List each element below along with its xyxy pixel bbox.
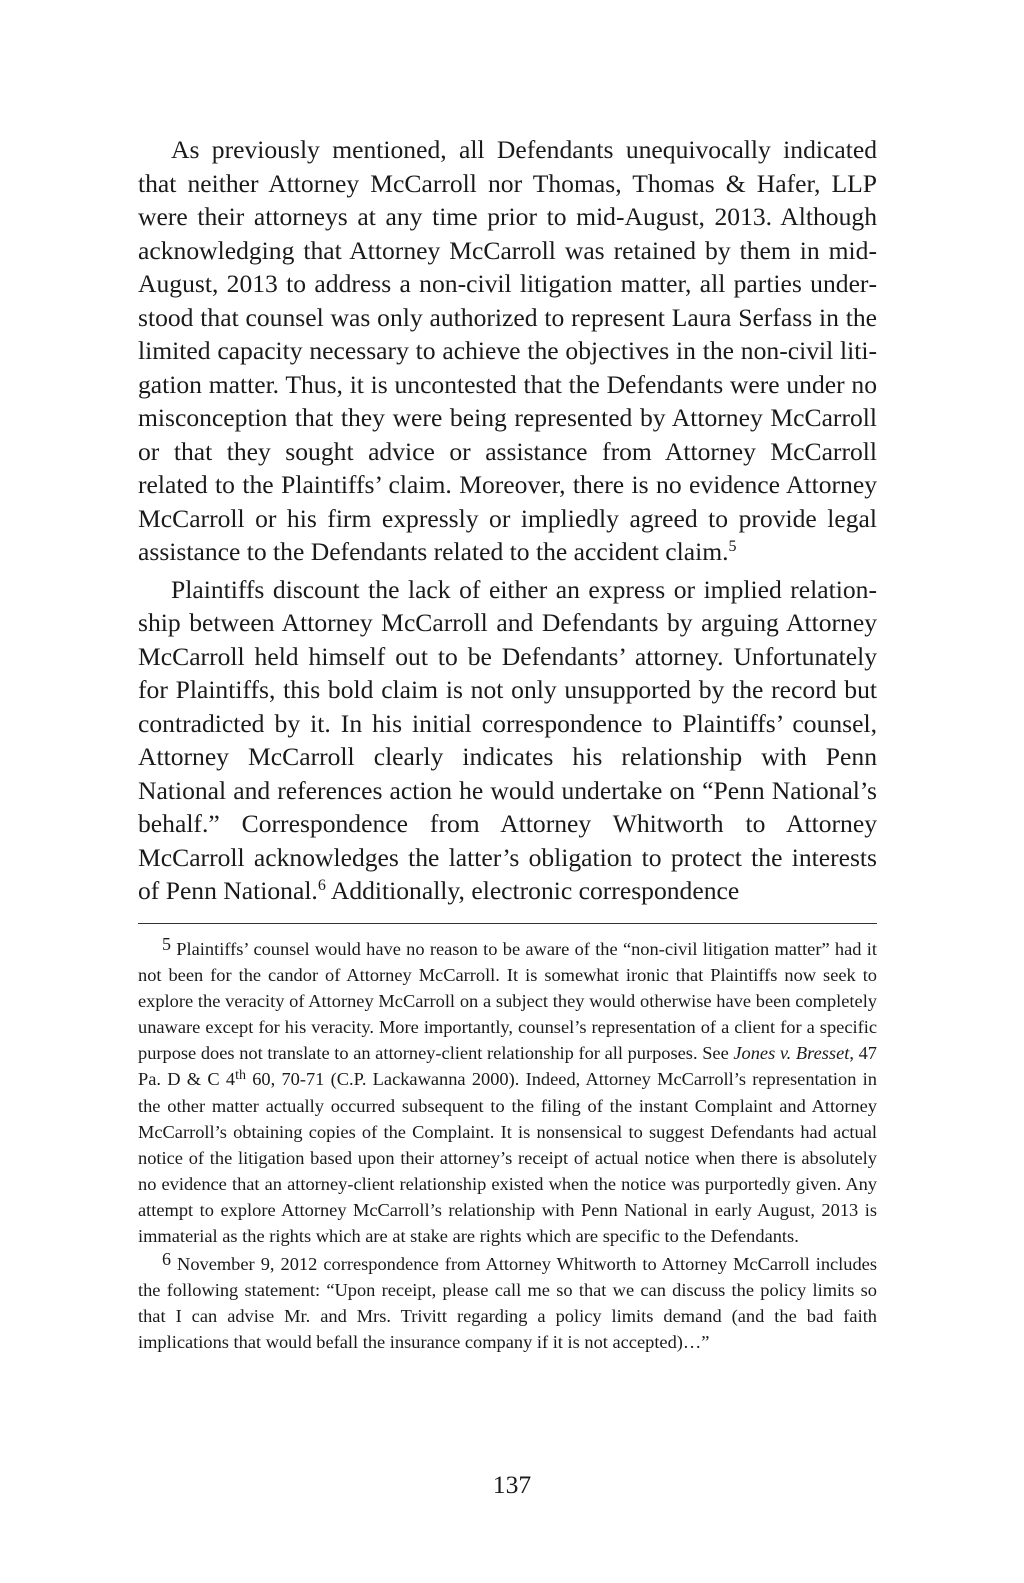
- footnote-5-text-b: , 47 Pa. D & C 4: [138, 1043, 877, 1090]
- footnote-divider: [138, 923, 877, 924]
- paragraph-2-text-end: Additionally, electronic correspondence: [325, 876, 740, 905]
- footnote-ref-6[interactable]: 6: [317, 877, 326, 894]
- paragraph-2-text: Plaintiffs discount the lack of either an express or implied relationship between Attorney McCarroll and Defendants by arguing Attorney McCarroll held himself out to be Defendants’ attorney. Unfortunately for Plaintiffs, this bold claim is not only unsupported by the record but contradicted by it. In his initial correspondence to Plaintiffs’ counsel, Attorney McCarroll clearly indicates his relationship with Penn National and references action he would undertake on “Penn National’s behalf.” Correspondence from Attorney Whitworth to Attorney McCarroll acknowledges the latter’s obligation to protect the interests of Penn National.: [138, 574, 877, 905]
- case-citation: Jones v. Bresset: [733, 1043, 850, 1064]
- footnote-5-marker: 5: [162, 934, 171, 954]
- paragraph-1-text: As previously mentioned, all Defendants unequivocally indicated that neither Attorney McCarroll nor Thomas, Thomas & Hafer, LLP were their attorneys at any time prior to mid-August, 2013. Although acknowledging that Attorney McCarroll was retained by them in mid-August, 2013 to address a non-civil litigation matter, all parties understood that counsel was only authorized to represent Laura Serfass in the limited capacity necessary to achieve the objectives in the non-civil litigation matter. Thus, it is uncontested that the Defendants were under no misconception that they were being represented by Attorney McCarroll or that they sought advice or assistance from Attorney McCarroll related to the Plaintiffs’ claim. Moreover, there is no evidence Attorney McCarroll or his firm expressly or impliedly agreed to provide legal assistance to the Defendants related to the accident claim.: [138, 135, 877, 566]
- footnote-6: [138, 1251, 877, 1355]
- footnote-ref-5[interactable]: 5: [728, 538, 737, 555]
- page-number: 137: [492, 1470, 532, 1499]
- paragraph-2: [138, 573, 877, 908]
- footnote-5-text-c: 60, 70-71 (C.P. Lackawanna 2000). Indeed, Attorney McCarroll’s representation in the other matter actually occurred subsequent to the filing of the instant Complaint and Attorney McCarroll’s obtaining copies of the Complaint. It is nonsensical to suggest Defendants had actual notice of the litigation based upon their attorney’s receipt of actual notice when there is absolutely no evidence that an attorney-client relationship existed when the notice was purportedly given. Any attempt to explore Attorney McCarroll’s relationship with Penn National in early August, 2013 is immaterial as the rights which are at stake are rights which are specific to the Defendants.: [138, 1069, 877, 1247]
- footnote-6-text: November 9, 2012 correspondence from Attorney Whitworth to Attorney McCarroll includes the following statement: “Upon receipt, please call me so that we can discuss the policy limits so that I can advise Mr. and Mrs. Trivitt regarding a policy limits demand (and the bad faith implications that would befall the insurance company if it is not accepted)…”: [138, 1254, 877, 1353]
- footnotes: [138, 936, 877, 1356]
- main-text: [138, 133, 877, 908]
- paragraph-1: [138, 133, 877, 569]
- footnote-5-text-a: Plaintiffs’ counsel would have no reason to be aware of the “non-civil litigation matter” had it not been for the candor of Attorney McCarroll. It is somewhat ironic that Plaintiffs now seek to explore the veracity of Attorney McCarroll on a subject they would otherwise have been completely unaware except for his veracity. More importantly, counsel’s representation of a client for a specific purpose does not translate to an attorney-client relationship for all purposes. See: [138, 939, 877, 1064]
- ordinal-suffix: th: [235, 1068, 246, 1084]
- footnote-5: [138, 936, 877, 1249]
- footnote-6-marker: 6: [162, 1249, 171, 1270]
